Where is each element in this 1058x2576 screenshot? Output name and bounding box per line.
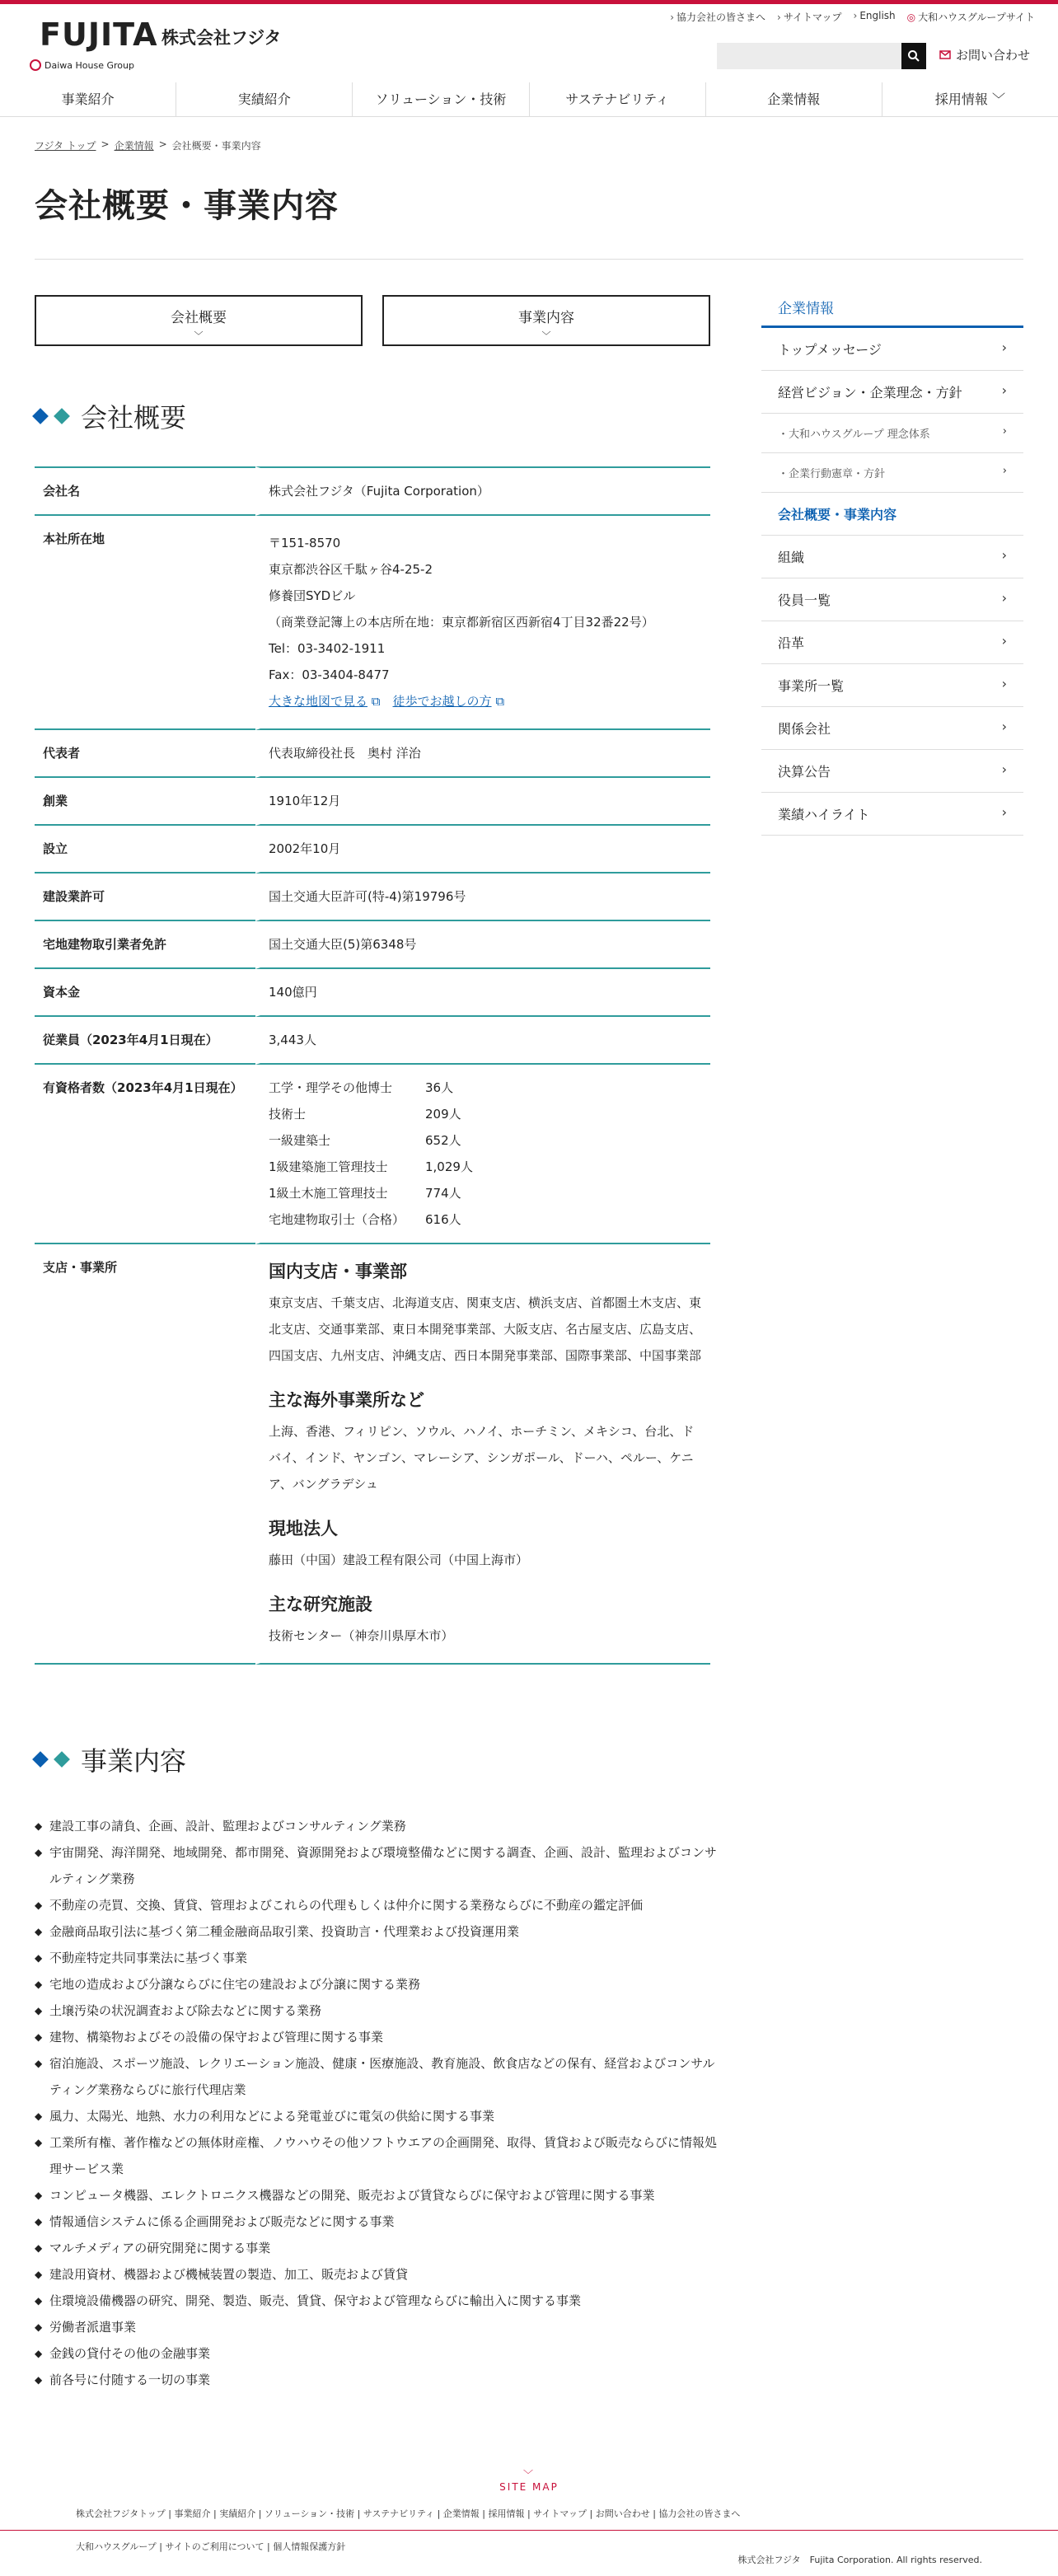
chevron-right-icon: › (853, 10, 858, 21)
table-row: 本社所在地 〒151-8570 東京都渋谷区千駄ヶ谷4-25-2 修養団SYDビル （商業登記簿上の本店所在地：東京都新宿区西新宿4丁目32番22号） Tel：03-3402-1911 Fax：03-3404-8477 大きな地図で見る ⧉ 徒歩でお越しの方 ⧉ (35, 516, 710, 730)
table-row: 代表者 代表取締役社長 奥村 洋治 (35, 730, 710, 778)
footer-link[interactable]: ソリューション・技術 (264, 2508, 355, 2519)
table-row: 建設業許可 国土交通大臣許可(特-4)第19796号 (35, 873, 710, 921)
fujita-logo[interactable] (30, 16, 158, 74)
breadcrumb-current: 会社概要・事業内容 (171, 140, 261, 152)
table-row: 会社名 株式会社フジタ（Fujita Corporation） (35, 466, 710, 516)
footer-sub-links (0, 2540, 1058, 2553)
list-item: ◆ 労働者派遣事業 (35, 2314, 719, 2340)
separator: | (587, 2508, 596, 2519)
chevron-right-icon: › (777, 12, 781, 23)
chevron-right-icon: › (1001, 382, 1007, 398)
sidebar-item[interactable]: 決算公告 › (761, 750, 1023, 793)
list-item: ◆ 情報通信システムに係る企画開発および販売などに関する事業 (35, 2208, 719, 2235)
separator: | (264, 2541, 274, 2552)
sidebar-item[interactable]: 会社概要・事業内容 (761, 493, 1023, 536)
search-input[interactable] (717, 43, 901, 69)
sidebar (761, 293, 1023, 836)
link-daiwa-group[interactable]: ◎ 大和ハウスグループサイト (906, 12, 1035, 23)
chevron-right-icon: › (1001, 547, 1007, 563)
chevron-right-icon: › (1002, 425, 1007, 438)
sidebar-item[interactable]: 関係会社 › (761, 707, 1023, 750)
sitemap-toggle[interactable]: ﹀ SITE MAP (0, 2467, 1058, 2493)
global-nav (0, 82, 1058, 117)
diamond-icon (32, 1751, 49, 1768)
chevron-right-icon: › (1001, 633, 1007, 649)
list-item: ◆ コンピュータ機器、エレクトロニクス機器などの開発、販売および賃貸ならびに保守および管理に関する事業 (35, 2182, 719, 2208)
mail-icon (939, 50, 951, 59)
table-row: 有資格者数（2023年4月1日現在） 工学・理学その他博士 36人 技術士 209人 一級建築士 652人 1級建築施工管理技士 1,029人 1級土木施工管理技士 774人 宅地建物取引士（合格） 616人 (35, 1065, 710, 1244)
company-overview-table (35, 466, 710, 1665)
link-english[interactable]: › English (853, 10, 896, 21)
sidebar-item[interactable]: 業績ハイライト › (761, 793, 1023, 836)
logo-text: FUJITA (40, 16, 158, 53)
footer-link[interactable]: 事業紹介 (174, 2508, 211, 2519)
sidebar-item[interactable]: 沿革 › (761, 621, 1023, 664)
nav-works[interactable]: 実績紹介 (176, 82, 353, 116)
sidebar-heading[interactable]: 企業情報 (761, 293, 1023, 328)
table-row: 資本金 140億円 (35, 969, 710, 1017)
contact-link[interactable]: お問い合わせ (939, 46, 1030, 63)
footer-links (0, 2507, 1058, 2520)
sidebar-item[interactable]: トップメッセージ › (761, 328, 1023, 371)
table-row: 支店・事業所 国内支店・事業部 東京支店、千葉支店、北海道支店、関東支店、横浜支店、首都圏土木支店、東北支店、交通事業部、東日本開発事業部、大阪支店、名古屋支店、広島支店、四国支店、九州支店、沖縄支店、西日本開発事業部、国際事業部、中国事業部 主な海外事業所など 上海、香港、フィリピン、ソウル、ハノイ、ホーチミン、メキシコ、台北、ドバイ、インド、ヤンゴン、マレーシア、シンガポール、ドーハ、ペルー、ケニア、バングラデシュ 現地法人 藤田（中国）建設工程有限公司（中国上海市） 主な研究施設 技術センター（神奈川県厚木市） (35, 1244, 710, 1665)
link-partners[interactable]: › 協力会社の皆さまへ (670, 12, 766, 23)
separator: | (354, 2508, 363, 2519)
page-title: 会社概要・事業内容 (35, 187, 339, 225)
chevron-right-icon: › (1002, 465, 1007, 477)
list-item: ◆ 住環境設備機器の研究、開発、製造、販売、賃貸、保守および管理ならびに輸出入に関する事業 (35, 2288, 719, 2314)
anchor-overview-button[interactable]: 会社概要 ﹀ (35, 295, 363, 346)
search-icon (907, 49, 920, 63)
nav-sustainability[interactable]: サステナビリティ (530, 82, 706, 116)
separator: | (649, 2508, 659, 2519)
list-item: ◆ 前各号に付随する一切の事業 (35, 2367, 719, 2393)
list-item: ◆ 建設用資材、機器および機械装置の製造、加工、販売および賃貸 (35, 2261, 719, 2288)
nav-solutions[interactable]: ソリューション・技術 (353, 82, 529, 116)
external-link-icon: ⧉ (371, 694, 381, 709)
footer-link[interactable]: 企業情報 (442, 2508, 480, 2519)
section-heading-overview: 会社概要 (35, 397, 186, 435)
chevron-right-icon: › (1001, 719, 1007, 734)
daiwa-mark-icon: ◎ (906, 12, 916, 23)
separator: | (156, 2541, 166, 2552)
footer-link[interactable]: サイトのご利用について (165, 2541, 264, 2552)
chevron-down-icon: ﹀ (522, 2469, 535, 2480)
daiwa-house-group-logo: Daiwa House Group (30, 59, 134, 71)
list-item: ◆ 不動産の売買、交換、賃貸、管理およびこれらの代理もしくは仲介に関する業務ならびに不動産の鑑定評価 (35, 1892, 719, 1918)
corporate-name: 株式会社フジタ (162, 28, 282, 48)
nav-recruit[interactable]: 採用情報 ﹀ (934, 91, 1005, 107)
separator: | (524, 2508, 534, 2519)
table-row: 従業員（2023年4月1日現在） 3,443人 (35, 1017, 710, 1065)
diamond-icon (54, 408, 70, 424)
list-item: ◆ 工業所有権、著作権などの無体財産権、ノウハウその他ソフトウエアの企画開発、取得、賃貸および販売ならびに情報処理サービス業 (35, 2129, 719, 2182)
list-item: ◆ 風力、太陽光、地熱、水力の利用などによる発電並びに電気の供給に関する事業 (35, 2103, 719, 2129)
separator: | (165, 2508, 175, 2519)
map-link[interactable]: 大きな地図で見る (269, 694, 368, 709)
footer-link[interactable]: 株式会社フジタトップ (76, 2508, 166, 2519)
section-heading-business: 事業内容 (35, 1740, 186, 1778)
footer-link[interactable]: 採用情報 (488, 2508, 525, 2519)
footer-divider (0, 2530, 1058, 2531)
business-list (35, 1813, 719, 2393)
sidebar-item[interactable]: ・大和ハウスグループ 理念体系 › (761, 414, 1023, 453)
chevron-down-icon: ﹀ (194, 330, 204, 341)
list-item: ◆ 土壌汚染の状況調査および除去などに関する業務 (35, 1998, 719, 2024)
list-item: ◆ 不動産特定共同事業法に基づく事業 (35, 1945, 719, 1971)
anchor-business-button[interactable]: 事業内容 ﹀ (382, 295, 710, 346)
list-item: ◆ 宇宙開発、海洋開発、地域開発、都市開発、資源開発および環境整備などに関する調査、企画、設計、監理およびコンサルティング業務 (35, 1839, 719, 1892)
chevron-down-icon: ﹀ (541, 330, 551, 341)
list-item: ◆ 宅地の造成および分譲ならびに住宅の建設および分譲に関する業務 (35, 1971, 719, 1998)
chevron-down-icon: ﹀ (991, 91, 1005, 107)
external-link-icon: ⧉ (495, 694, 505, 709)
separator: | (479, 2508, 489, 2519)
walking-access-link[interactable]: 徒歩でお越しの方 (392, 694, 492, 709)
chevron-right-icon: › (1001, 761, 1007, 777)
search-button[interactable] (901, 43, 926, 69)
list-item: ◆ 建設工事の請負、企画、設計、監理およびコンサルティング業務 (35, 1813, 719, 1839)
diamond-icon (32, 408, 49, 424)
sidebar-item[interactable]: 組織 › (761, 536, 1023, 578)
separator: | (434, 2508, 443, 2519)
footer-link[interactable]: 大和ハウスグループ (76, 2541, 157, 2552)
chevron-right-icon: › (1001, 340, 1007, 355)
table-row: 創業 1910年12月 (35, 778, 710, 826)
chevron-right-icon: › (670, 12, 674, 23)
sidebar-item[interactable]: 経営ビジョン・企業理念・方針 › (761, 371, 1023, 414)
copyright: 株式会社フジタ Fujita Corporation. All rights reserved. (737, 2555, 982, 2565)
nav-company[interactable]: 企業情報 (706, 82, 882, 116)
title-divider (35, 259, 1023, 260)
daiwa-mark-icon (30, 59, 41, 71)
footer-link[interactable]: 実績紹介 (219, 2508, 256, 2519)
diamond-icon (54, 1751, 70, 1768)
sidebar-item[interactable]: 事業所一覧 › (761, 664, 1023, 707)
sidebar-item[interactable]: ・企業行動憲章・方針 › (761, 453, 1023, 493)
breadcrumb: フジタ トップ > 企業情報 > 会社概要・事業内容 (35, 138, 261, 152)
list-item: ◆ 金融商品取引法に基づく第二種金融商品取引業、投資助言・代理業および投資運用業 (35, 1918, 719, 1945)
footer-link[interactable]: 個人情報保護方針 (273, 2541, 346, 2552)
table-row: 宅地建物取引業者免許 国土交通大臣(5)第6348号 (35, 921, 710, 969)
separator: | (210, 2508, 220, 2519)
separator: | (255, 2508, 264, 2519)
nav-business[interactable]: 事業紹介 (0, 82, 176, 116)
sidebar-item[interactable]: 役員一覧 › (761, 578, 1023, 621)
link-sitemap[interactable]: › サイトマップ (777, 12, 842, 23)
breadcrumb-top[interactable]: フジタ トップ (35, 140, 96, 152)
list-item: ◆ マルチメディアの研究開発に関する事業 (35, 2235, 719, 2261)
table-row: 設立 2002年10月 (35, 826, 710, 873)
chevron-right-icon: › (1001, 676, 1007, 691)
top-accent-bar (0, 0, 1058, 4)
utility-links (670, 10, 1035, 24)
footer-link[interactable]: サイトマップ (533, 2508, 587, 2519)
list-item: ◆ 建物、構築物およびその設備の保守および管理に関する事業 (35, 2024, 719, 2050)
list-item: ◆ 金銭の貸付その他の金融事業 (35, 2340, 719, 2367)
chevron-right-icon: › (1001, 590, 1007, 606)
footer-link[interactable]: サステナビリティ (363, 2508, 435, 2519)
chevron-right-icon: › (1001, 804, 1007, 820)
list-item: ◆ 宿泊施設、スポーツ施設、レクリエーション施設、健康・医療施設、教育施設、飲食店などの保有、経営およびコンサルティング業務ならびに旅行代理店業 (35, 2050, 719, 2103)
footer-link[interactable]: 協力会社の皆さまへ (658, 2508, 741, 2519)
footer-link[interactable]: お問い合わせ (595, 2508, 650, 2519)
breadcrumb-company[interactable]: 企業情報 (114, 140, 154, 152)
